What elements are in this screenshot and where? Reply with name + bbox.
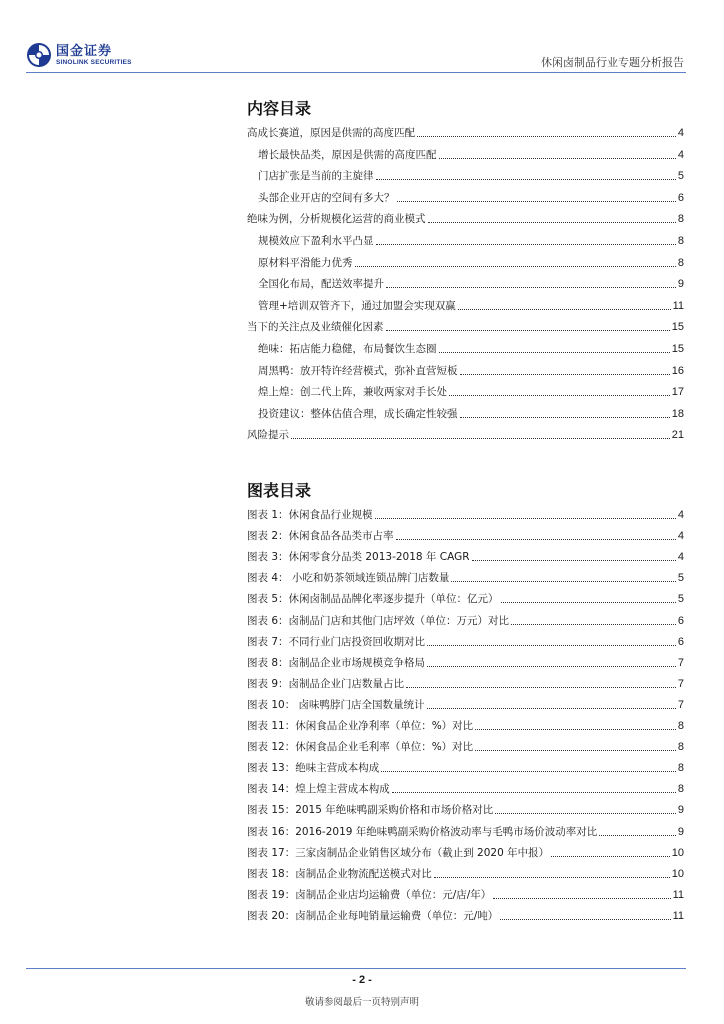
- toc-entry-text: 增长最快品类，原因是供需的高度匹配: [258, 148, 437, 161]
- toc-entry[interactable]: [247, 252, 684, 270]
- toc-entry-page: 11: [672, 909, 684, 922]
- dot-leader: [417, 136, 676, 137]
- toc-entry-page: 4: [677, 148, 684, 161]
- dot-leader: [451, 581, 676, 582]
- toc-entry[interactable]: [247, 187, 684, 205]
- dot-leader: [551, 856, 670, 857]
- dot-leader: [460, 374, 670, 375]
- toc-entry-page: 6: [677, 191, 684, 204]
- toc-entry[interactable]: [247, 757, 684, 775]
- company-logo: [26, 38, 132, 72]
- toc-entry-text: 图表 1：休闲食品行业规模: [247, 509, 373, 521]
- dot-leader: [375, 518, 676, 519]
- disclaimer-note: 敬请参阅最后一页特别声明: [304, 997, 419, 1008]
- toc-entry-page: 6: [677, 614, 684, 627]
- toc-entry[interactable]: [247, 403, 684, 421]
- toc-entry-page: 10: [671, 867, 684, 880]
- toc-entry[interactable]: [247, 610, 684, 628]
- toc-entry-text: 图表 2：休闲食品各品类市占率: [247, 530, 394, 543]
- dot-leader: [475, 729, 676, 730]
- toc-entry-page: 8: [677, 235, 684, 247]
- toc-entry-page: 4: [677, 551, 684, 564]
- dot-leader: [291, 438, 670, 439]
- dot-leader: [427, 708, 676, 709]
- toc-entry-text: 图表 17：三家卤制品企业销售区域分布（截止到 2020 年中报）: [247, 846, 550, 859]
- toc-entry-page: 8: [677, 256, 684, 269]
- toc-entry-text: 绝味：拓店能力稳健，布局餐饮生态圈: [258, 343, 437, 355]
- logo-english-name: SINOLINK SECURITIES: [56, 58, 132, 66]
- dot-leader: [386, 287, 676, 288]
- logo-icon: [26, 42, 52, 68]
- toc-entry-page: 9: [677, 804, 684, 817]
- toc-entry-text: 图表 6：卤制品门店和其他门店坪效（单位：万元）对比: [247, 614, 510, 627]
- toc-entry[interactable]: [247, 673, 684, 691]
- toc-entry-page: 8: [677, 741, 684, 754]
- toc-entry-page: 8: [677, 762, 684, 775]
- dot-leader: [460, 417, 670, 418]
- dot-leader: [397, 201, 676, 202]
- toc-entry-page: 8: [677, 213, 684, 226]
- dot-leader: [500, 919, 670, 920]
- toc-entry[interactable]: [247, 694, 684, 712]
- toc-entry-text: 图表 10： 卤味鸭脖门店全国数量统计: [247, 698, 425, 711]
- toc-entry-page: 7: [677, 698, 684, 711]
- report-title: 休闲卤制品行业专题分析报告: [541, 56, 684, 69]
- dot-leader: [427, 666, 676, 667]
- toc-entry-text: 投资建议：整体估值合理，成长确定性较强: [258, 407, 458, 420]
- toc-entry-page: 4: [677, 509, 684, 521]
- dot-leader: [458, 309, 671, 310]
- toc-entry-text: 图表 14：煌上煌主营成本构成: [247, 783, 390, 796]
- toc-entry[interactable]: [247, 842, 684, 860]
- dot-leader: [376, 244, 676, 245]
- dot-leader: [495, 813, 676, 814]
- dot-leader: [396, 539, 676, 540]
- toc-entry[interactable]: [247, 338, 684, 356]
- toc-entry-text: 图表 20：卤制品企业每吨销量运输费（单位：元/吨）: [247, 909, 499, 922]
- toc-entry-text: 规模效应下盈利水平凸显: [258, 235, 374, 247]
- dot-leader: [493, 898, 670, 899]
- toc-entry-text: 绝味为例，分析规模化运营的商业模式: [247, 213, 426, 226]
- dot-leader: [439, 352, 670, 353]
- toc-entry-text: 头部企业开店的空间有多大？: [258, 191, 395, 204]
- toc-entry-text: 管理+培训双管齐下，通过加盟会实现双赢: [258, 299, 456, 312]
- toc-entry-page: 5: [677, 593, 684, 606]
- toc-entry-text: 周黑鸭：放开特许经营模式，弥补直营短板: [258, 364, 458, 377]
- toc-entry-text: 全国化布局，配送效率提升: [258, 278, 384, 291]
- dot-leader: [439, 158, 676, 159]
- toc-entry[interactable]: [247, 122, 684, 140]
- toc-entry-text: 图表 18：卤制品企业物流配送模式对比: [247, 867, 432, 880]
- dot-leader: [434, 877, 670, 878]
- toc-entry[interactable]: [247, 546, 684, 564]
- dot-leader: [428, 222, 676, 223]
- header-divider: [26, 72, 686, 73]
- toc-entry-page: 16: [671, 364, 684, 377]
- toc-entry-page: 9: [677, 825, 684, 838]
- toc-entry-page: 17: [671, 386, 684, 399]
- toc-entry-text: 高成长赛道，原因是供需的高度匹配: [247, 127, 415, 139]
- toc-entry-text: 图表 13：绝味主营成本构成: [247, 762, 380, 775]
- toc-entry-page: 5: [677, 572, 684, 585]
- toc-entry[interactable]: [247, 588, 684, 606]
- toc-entry[interactable]: [247, 567, 684, 585]
- toc-entry-page: 7: [677, 677, 684, 690]
- toc-entry-page: 8: [677, 720, 684, 732]
- toc-entry[interactable]: [247, 778, 684, 796]
- dot-leader: [449, 395, 670, 396]
- toc-entry-page: 4: [677, 530, 684, 543]
- toc-entry-text: 当下的关注点及业绩催化因素: [247, 321, 384, 334]
- toc-entry-text: 图表 15：2015 年绝味鸭副采购价格和市场价格对比: [247, 804, 494, 817]
- dot-leader: [406, 687, 676, 688]
- dot-leader: [472, 560, 676, 561]
- dot-leader: [386, 330, 670, 331]
- toc-entry-text: 图表 11：休闲食品企业净利率（单位：%）对比: [247, 720, 474, 732]
- toc-entry[interactable]: [247, 736, 684, 754]
- dot-leader: [599, 835, 676, 836]
- toc-entry-page: 6: [677, 635, 684, 648]
- toc-entry[interactable]: [247, 424, 684, 442]
- toc-entry[interactable]: [247, 631, 684, 649]
- toc-entry-text: 图表 5：休闲卤制品品牌化率逐步提升（单位：亿元）: [247, 593, 499, 606]
- toc-entry[interactable]: [247, 230, 684, 248]
- toc-entry[interactable]: [247, 715, 684, 733]
- figures-toc-title: 图表目录: [247, 481, 312, 500]
- toc-entry-page: 9: [677, 278, 684, 291]
- toc-entry-text: 图表 7：不同行业门店投资回收期对比: [247, 635, 426, 648]
- toc-entry-text: 煌上煌：创二代上阵，兼收两家对手长处: [258, 386, 447, 399]
- toc-entry[interactable]: [247, 504, 684, 522]
- toc-entry[interactable]: [247, 360, 684, 378]
- toc-entry-text: 图表 9：卤制品企业门店数量占比: [247, 677, 405, 690]
- toc-entry-page: 18: [671, 407, 684, 420]
- toc-entry[interactable]: [247, 165, 684, 183]
- toc-entry[interactable]: [247, 208, 684, 226]
- toc-entry[interactable]: [247, 884, 684, 902]
- toc-entry-text: 图表 3：休闲零食分品类 2013-2018 年 CAGR: [247, 551, 470, 564]
- page-number: - 2 -: [352, 974, 372, 986]
- dot-leader: [381, 771, 676, 772]
- toc-entry-page: 8: [677, 783, 684, 796]
- toc-entry[interactable]: [247, 525, 684, 543]
- toc-entry-page: 5: [677, 170, 684, 183]
- toc-entry-page: 11: [672, 888, 684, 901]
- toc-entry-text: 原材料平滑能力优秀: [258, 256, 353, 269]
- dot-leader: [376, 179, 676, 180]
- toc-entry-page: 7: [677, 656, 684, 669]
- toc-entry-text: 图表 19：卤制品企业店均运输费（单位：元/店/年）: [247, 888, 492, 901]
- toc-entry-text: 图表 12：休闲食品企业毛利率（单位：%）对比: [247, 741, 474, 754]
- toc-entry[interactable]: [247, 652, 684, 670]
- dot-leader: [475, 750, 676, 751]
- toc-entry-page: 4: [677, 127, 684, 139]
- toc-entry[interactable]: [247, 381, 684, 399]
- toc-entry[interactable]: [247, 316, 684, 334]
- toc-entry[interactable]: [247, 144, 684, 162]
- toc-entry-text: 图表 4： 小吃和奶茶领域连锁品牌门店数量: [247, 572, 450, 585]
- logo-chinese-name: 国金证券: [56, 43, 113, 59]
- toc-entry-text: 图表 8：卤制品企业市场规模竞争格局: [247, 656, 426, 669]
- dot-leader: [501, 602, 676, 603]
- dot-leader: [392, 792, 676, 793]
- toc-entry[interactable]: [247, 295, 684, 313]
- toc-entry[interactable]: [247, 273, 684, 291]
- toc-entry-text: 图表 16：2016-2019 年绝味鸭副采购价格波动率与毛鸭市场价波动率对比: [247, 825, 598, 838]
- footer-divider: [26, 968, 686, 969]
- toc-title: 内容目录: [247, 99, 312, 118]
- dot-leader: [511, 624, 676, 625]
- dot-leader: [427, 645, 676, 646]
- toc-entry[interactable]: [247, 821, 684, 839]
- toc-entry[interactable]: [247, 905, 684, 923]
- toc-entry-page: 11: [672, 299, 684, 312]
- toc-entry[interactable]: [247, 799, 684, 817]
- toc-entry[interactable]: [247, 863, 684, 881]
- toc-entry-page: 10: [671, 846, 684, 859]
- page-header: [0, 0, 724, 76]
- toc-entry-page: 15: [671, 343, 684, 355]
- dot-leader: [355, 266, 676, 267]
- toc-entry-page: 21: [671, 429, 684, 442]
- toc-entry-text: 门店扩张是当前的主旋律: [258, 170, 374, 183]
- toc-entry-text: 风险提示: [247, 429, 289, 442]
- toc-entry-page: 15: [671, 321, 684, 334]
